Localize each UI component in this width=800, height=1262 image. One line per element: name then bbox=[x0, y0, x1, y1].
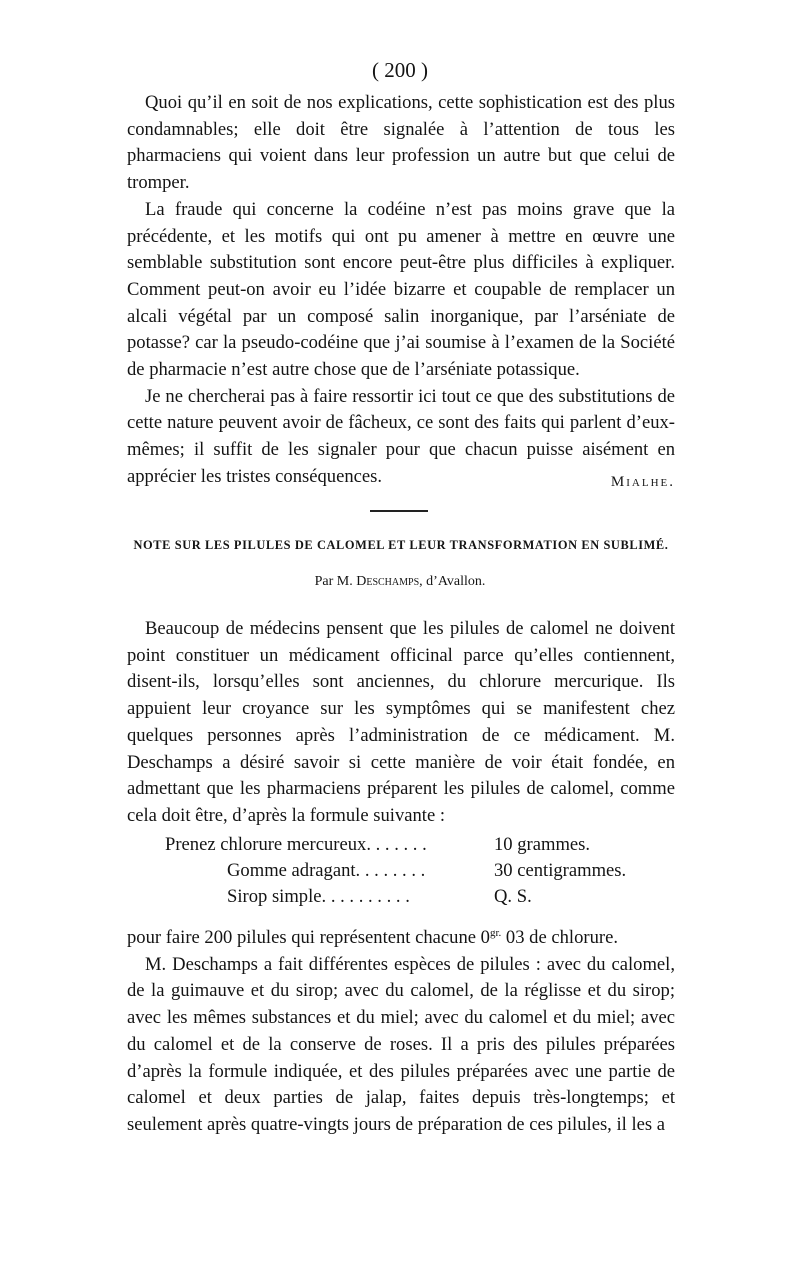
top-text-block bbox=[127, 90, 675, 491]
paragraph-sophistication: Quoi qu’il en soit de nos explications, cette sophistication est des plus condamnables; elle doit être signalée à l’attention de tous les pharmaciens qui voient dans leur profession un autre but que celui de tromper. bbox=[127, 92, 675, 194]
paragraph-pill-count bbox=[127, 925, 675, 952]
recipe-quantity: 30 centigrammes. bbox=[494, 860, 627, 881]
recipe-quantity: Q. S. bbox=[494, 886, 532, 907]
article-body-block bbox=[127, 925, 675, 1139]
byline-prefix: Par M. bbox=[314, 574, 353, 589]
grams-abbreviation: gr. bbox=[489, 926, 502, 939]
article-title: NOTE SUR LES PILULES DE CALOMEL ET LEUR TRANSFORMATION EN SUBLIMÉ. bbox=[133, 538, 669, 552]
author-signature: Mialhe. bbox=[610, 474, 675, 490]
byline-place: , d’Avallon. bbox=[419, 574, 486, 589]
recipe-ingredient: Sirop simple. . . . . . . . . . bbox=[227, 886, 410, 907]
article-byline bbox=[0, 574, 800, 590]
paragraph-codeine-fraud: La fraude qui concerne la codéine n’est pas moins grave que la précédente, et les motifs qui ont pu amener à mettre en œuvre une semblable substitution sont encore peut-être plus difficiles à expliquer. Comment peut-on avoir eu l’idée bizarre et coupable de remplacer un alcali végétal par un composé salin inorganique, par l’arséniate de potasse? car la pseudo-codéine que j’ai soumise à l’examen de la Société de pharmacie n’est autre chose que de l’arséniate potassique. bbox=[127, 198, 675, 381]
byline-author: Deschamps bbox=[356, 574, 420, 589]
article-intro-block bbox=[127, 616, 675, 830]
recipe-ingredient: Prenez chlorure mercureux. . . . . . . bbox=[165, 834, 427, 855]
page-number: ( 200 ) bbox=[372, 58, 428, 82]
paragraph-experiments: M. Deschamps a fait différentes espèces de pilules : avec du calomel, de la guimauve et du sirop; avec du calomel, de la réglisse et du sirop; avec les mêmes substances et du miel; avec du calomel et du miel; avec du calomel et de la conserve de roses. Il a pris des pilules préparées d’après la formule indiquée, et des pilules préparées avec une partie de calomel et deux parties de jalap, faites depuis très-longtemps; et seulement après quatre-vingts jours de préparation de ces pilules, il les a bbox=[127, 953, 675, 1135]
paragraph-intro: Beaucoup de médecins pensent que les pilules de calomel ne doivent point constituer un médicament officinal parce qu’elles contiennent, disent-ils, lorsqu’elles sont anciennes, du chlorure mercurique. Ils appuient leur croyance sur les symptômes qui se manifestent chez quelques personnes après l’administration de ce médicament. M. Deschamps a désiré savoir si cette manière de voir était fondée, en admettant que les pharmaciens préparent les pilules de calomel, comme cela doit être, d’après la formule suivante : bbox=[127, 618, 675, 826]
paragraph-consequences: Je ne chercherai pas à faire ressortir ici tout ce que des substitutions de cette nature peuvent avoir de fâcheux, ce sont des faits qui parlent d’eux-mêmes; il suffit de les signaler pour que chacun puisse aisément en apprécier les tristes conséquences. bbox=[127, 385, 675, 487]
section-divider bbox=[370, 510, 428, 512]
recipe-ingredient: Gomme adragant. . . . . . . . bbox=[227, 860, 426, 881]
pill-count-tail: 03 de chlorure. bbox=[501, 927, 618, 948]
recipe-quantity: 10 grammes. bbox=[494, 834, 591, 855]
pill-count-text: pour faire 200 pilules qui représentent chacune 0 bbox=[127, 927, 490, 948]
